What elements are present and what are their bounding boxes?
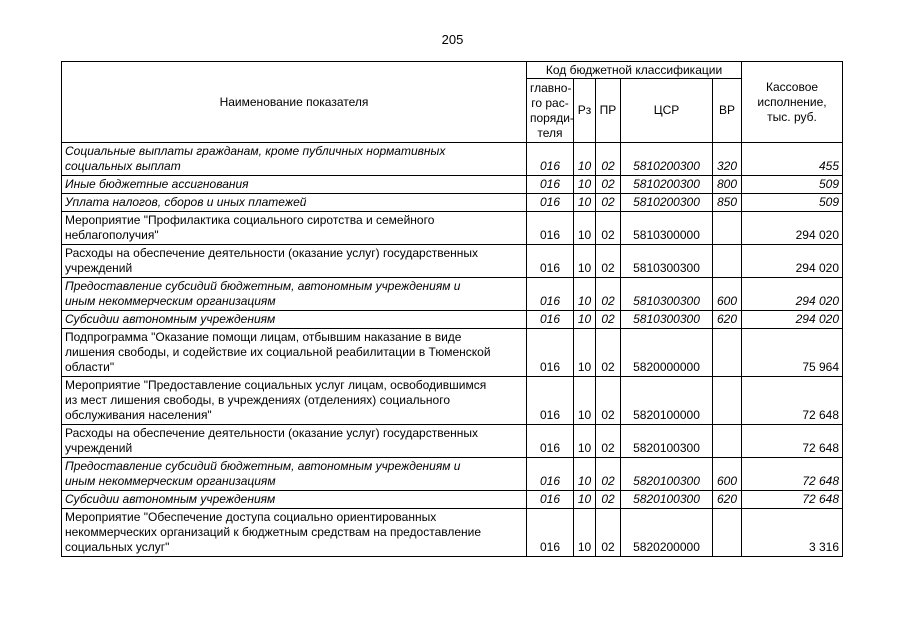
row-amount: 75 964 bbox=[742, 329, 843, 377]
page-number: 205 bbox=[441, 32, 464, 47]
row-gl: 016 bbox=[527, 425, 574, 458]
row-csr: 5810200300 bbox=[621, 194, 713, 212]
row-csr: 5820100300 bbox=[621, 491, 713, 509]
row-csr: 5820200000 bbox=[621, 509, 713, 557]
header-gl-line: поряди- bbox=[530, 110, 574, 125]
header-amount-line: тыс. руб. bbox=[767, 109, 817, 124]
row-name-line: Расходы на обеспечение деятельности (оказание услуг) государственных bbox=[65, 426, 479, 440]
row-rz: 10 bbox=[574, 491, 596, 509]
header-gl bbox=[527, 79, 574, 143]
row-name bbox=[62, 509, 527, 557]
row-gl: 016 bbox=[527, 245, 574, 278]
row-amount: 509 bbox=[742, 194, 843, 212]
row-amount: 72 648 bbox=[742, 458, 843, 491]
header-amount-line: Кассовое bbox=[765, 79, 819, 94]
row-name bbox=[62, 311, 527, 329]
row-name-line: Субсидии автономным учреждениям bbox=[65, 492, 276, 506]
row-rz: 10 bbox=[574, 212, 596, 245]
row-csr: 5810200300 bbox=[621, 176, 713, 194]
row-rz: 10 bbox=[574, 377, 596, 425]
row-rz: 10 bbox=[574, 509, 596, 557]
row-csr: 5810200300 bbox=[621, 143, 713, 176]
row-csr: 5810300300 bbox=[621, 245, 713, 278]
row-pr: 02 bbox=[596, 425, 621, 458]
row-gl: 016 bbox=[527, 377, 574, 425]
header-csr: ЦСР bbox=[621, 79, 713, 143]
row-name bbox=[62, 245, 527, 278]
header-amount bbox=[742, 62, 843, 143]
row-amount: 72 648 bbox=[742, 377, 843, 425]
row-name bbox=[62, 458, 527, 491]
row-rz: 10 bbox=[574, 458, 596, 491]
row-name bbox=[62, 491, 527, 509]
row-csr: 5820100000 bbox=[621, 377, 713, 425]
row-vr bbox=[713, 329, 742, 377]
header-gl-line: главно- bbox=[530, 80, 572, 95]
header-rz: Рз bbox=[574, 79, 596, 143]
row-csr: 5820100300 bbox=[621, 425, 713, 458]
row-name bbox=[62, 194, 527, 212]
header-pr: ПР bbox=[596, 79, 621, 143]
row-gl: 016 bbox=[527, 458, 574, 491]
row-name bbox=[62, 377, 527, 425]
table-row bbox=[62, 245, 843, 278]
row-amount: 509 bbox=[742, 176, 843, 194]
budget-table bbox=[61, 61, 843, 557]
row-vr bbox=[713, 509, 742, 557]
row-vr: 320 bbox=[713, 143, 742, 176]
header-gl-line: го рас- bbox=[531, 95, 569, 110]
row-name-line: обслуживания населения" bbox=[65, 408, 212, 422]
row-rz: 10 bbox=[574, 278, 596, 311]
row-pr: 02 bbox=[596, 509, 621, 557]
row-name-line: Мероприятие "Обеспечение доступа социально ориентированных bbox=[65, 510, 437, 524]
row-name bbox=[62, 143, 527, 176]
row-pr: 02 bbox=[596, 329, 621, 377]
table-body bbox=[62, 143, 843, 557]
row-gl: 016 bbox=[527, 278, 574, 311]
table-row bbox=[62, 212, 843, 245]
row-pr: 02 bbox=[596, 311, 621, 329]
table-row bbox=[62, 278, 843, 311]
row-pr: 02 bbox=[596, 143, 621, 176]
row-name-line: Уплата налогов, сборов и иных платежей bbox=[65, 195, 307, 209]
row-vr bbox=[713, 377, 742, 425]
header-vr: ВР bbox=[713, 79, 742, 143]
header-name: Наименование показателя bbox=[62, 62, 527, 143]
row-pr: 02 bbox=[596, 245, 621, 278]
row-name-line: Расходы на обеспечение деятельности (оказание услуг) государственных bbox=[65, 246, 479, 260]
row-name-line: иным некоммерческим организациям bbox=[65, 294, 276, 308]
row-name bbox=[62, 425, 527, 458]
row-csr: 5820000000 bbox=[621, 329, 713, 377]
row-csr: 5820100300 bbox=[621, 458, 713, 491]
row-rz: 10 bbox=[574, 329, 596, 377]
row-name-line: Иные бюджетные ассигнования bbox=[65, 177, 249, 191]
row-gl: 016 bbox=[527, 143, 574, 176]
row-csr: 5810300300 bbox=[621, 278, 713, 311]
row-name-line: Мероприятие "Предоставление социальных услуг лицам, освободившимся bbox=[65, 378, 487, 392]
row-name-line: Подпрограмма "Оказание помощи лицам, отбывшим наказание в виде bbox=[65, 330, 462, 344]
row-pr: 02 bbox=[596, 458, 621, 491]
row-name-line: области" bbox=[65, 360, 115, 374]
row-vr: 600 bbox=[713, 278, 742, 311]
row-vr: 850 bbox=[713, 194, 742, 212]
row-name-line: Субсидии автономным учреждениям bbox=[65, 312, 276, 326]
header-gl-line: теля bbox=[537, 125, 563, 140]
row-name-line: Предоставление субсидий бюджетным, автономным учреждениям и bbox=[65, 279, 461, 293]
row-name-line: социальных выплат bbox=[65, 159, 181, 173]
row-name bbox=[62, 176, 527, 194]
row-gl: 016 bbox=[527, 176, 574, 194]
table-row bbox=[62, 458, 843, 491]
row-name-line: неблагополучия" bbox=[65, 228, 159, 242]
row-vr: 620 bbox=[713, 491, 742, 509]
row-name-line: Мероприятие "Профилактика социального сиротства и семейного bbox=[65, 213, 435, 227]
table-row bbox=[62, 143, 843, 176]
row-pr: 02 bbox=[596, 377, 621, 425]
row-csr: 5810300000 bbox=[621, 212, 713, 245]
row-name-line: Социальные выплаты гражданам, кроме публичных нормативных bbox=[65, 144, 446, 158]
row-name-line: учреждений bbox=[65, 441, 133, 455]
row-name-line: некоммерческих организаций к бюджетным средствам на предоставление bbox=[65, 525, 482, 539]
row-name-line: социальных услуг" bbox=[65, 540, 170, 554]
row-amount: 294 020 bbox=[742, 212, 843, 245]
table-row bbox=[62, 377, 843, 425]
row-vr bbox=[713, 245, 742, 278]
row-csr: 5810300300 bbox=[621, 311, 713, 329]
row-vr: 600 bbox=[713, 458, 742, 491]
row-gl: 016 bbox=[527, 212, 574, 245]
row-amount: 3 316 bbox=[742, 509, 843, 557]
row-name-line: иным некоммерческим организациям bbox=[65, 474, 276, 488]
row-rz: 10 bbox=[574, 311, 596, 329]
row-name-line: учреждений bbox=[65, 261, 133, 275]
row-gl: 016 bbox=[527, 491, 574, 509]
row-pr: 02 bbox=[596, 176, 621, 194]
row-gl: 016 bbox=[527, 329, 574, 377]
row-amount: 294 020 bbox=[742, 311, 843, 329]
row-pr: 02 bbox=[596, 194, 621, 212]
row-gl: 016 bbox=[527, 311, 574, 329]
header-amount-line: исполнение, bbox=[757, 94, 827, 109]
row-name bbox=[62, 212, 527, 245]
table-row bbox=[62, 176, 843, 194]
row-vr: 620 bbox=[713, 311, 742, 329]
row-pr: 02 bbox=[596, 278, 621, 311]
row-vr bbox=[713, 425, 742, 458]
row-name bbox=[62, 278, 527, 311]
row-name-line: из мест лишения свободы, в учреждениях (отделениях) социального bbox=[65, 393, 451, 407]
row-rz: 10 bbox=[574, 176, 596, 194]
row-amount: 72 648 bbox=[742, 425, 843, 458]
row-name bbox=[62, 329, 527, 377]
row-pr: 02 bbox=[596, 212, 621, 245]
table-row bbox=[62, 311, 843, 329]
row-name-line: Предоставление субсидий бюджетным, автономным учреждениям и bbox=[65, 459, 461, 473]
header-code-group: Код бюджетной классификации bbox=[527, 62, 742, 79]
row-gl: 016 bbox=[527, 509, 574, 557]
row-amount: 294 020 bbox=[742, 278, 843, 311]
row-rz: 10 bbox=[574, 194, 596, 212]
row-rz: 10 bbox=[574, 245, 596, 278]
table-row bbox=[62, 194, 843, 212]
row-vr: 800 bbox=[713, 176, 742, 194]
row-gl: 016 bbox=[527, 194, 574, 212]
row-rz: 10 bbox=[574, 425, 596, 458]
row-pr: 02 bbox=[596, 491, 621, 509]
table-row bbox=[62, 509, 843, 557]
table-row bbox=[62, 329, 843, 377]
row-amount: 72 648 bbox=[742, 491, 843, 509]
table-row bbox=[62, 491, 843, 509]
row-name-line: лишения свободы, и содействие их социальной реабилитации в Тюменской bbox=[65, 345, 491, 359]
row-rz: 10 bbox=[574, 143, 596, 176]
row-vr bbox=[713, 212, 742, 245]
table-row bbox=[62, 425, 843, 458]
row-amount: 294 020 bbox=[742, 245, 843, 278]
row-amount: 455 bbox=[742, 143, 843, 176]
